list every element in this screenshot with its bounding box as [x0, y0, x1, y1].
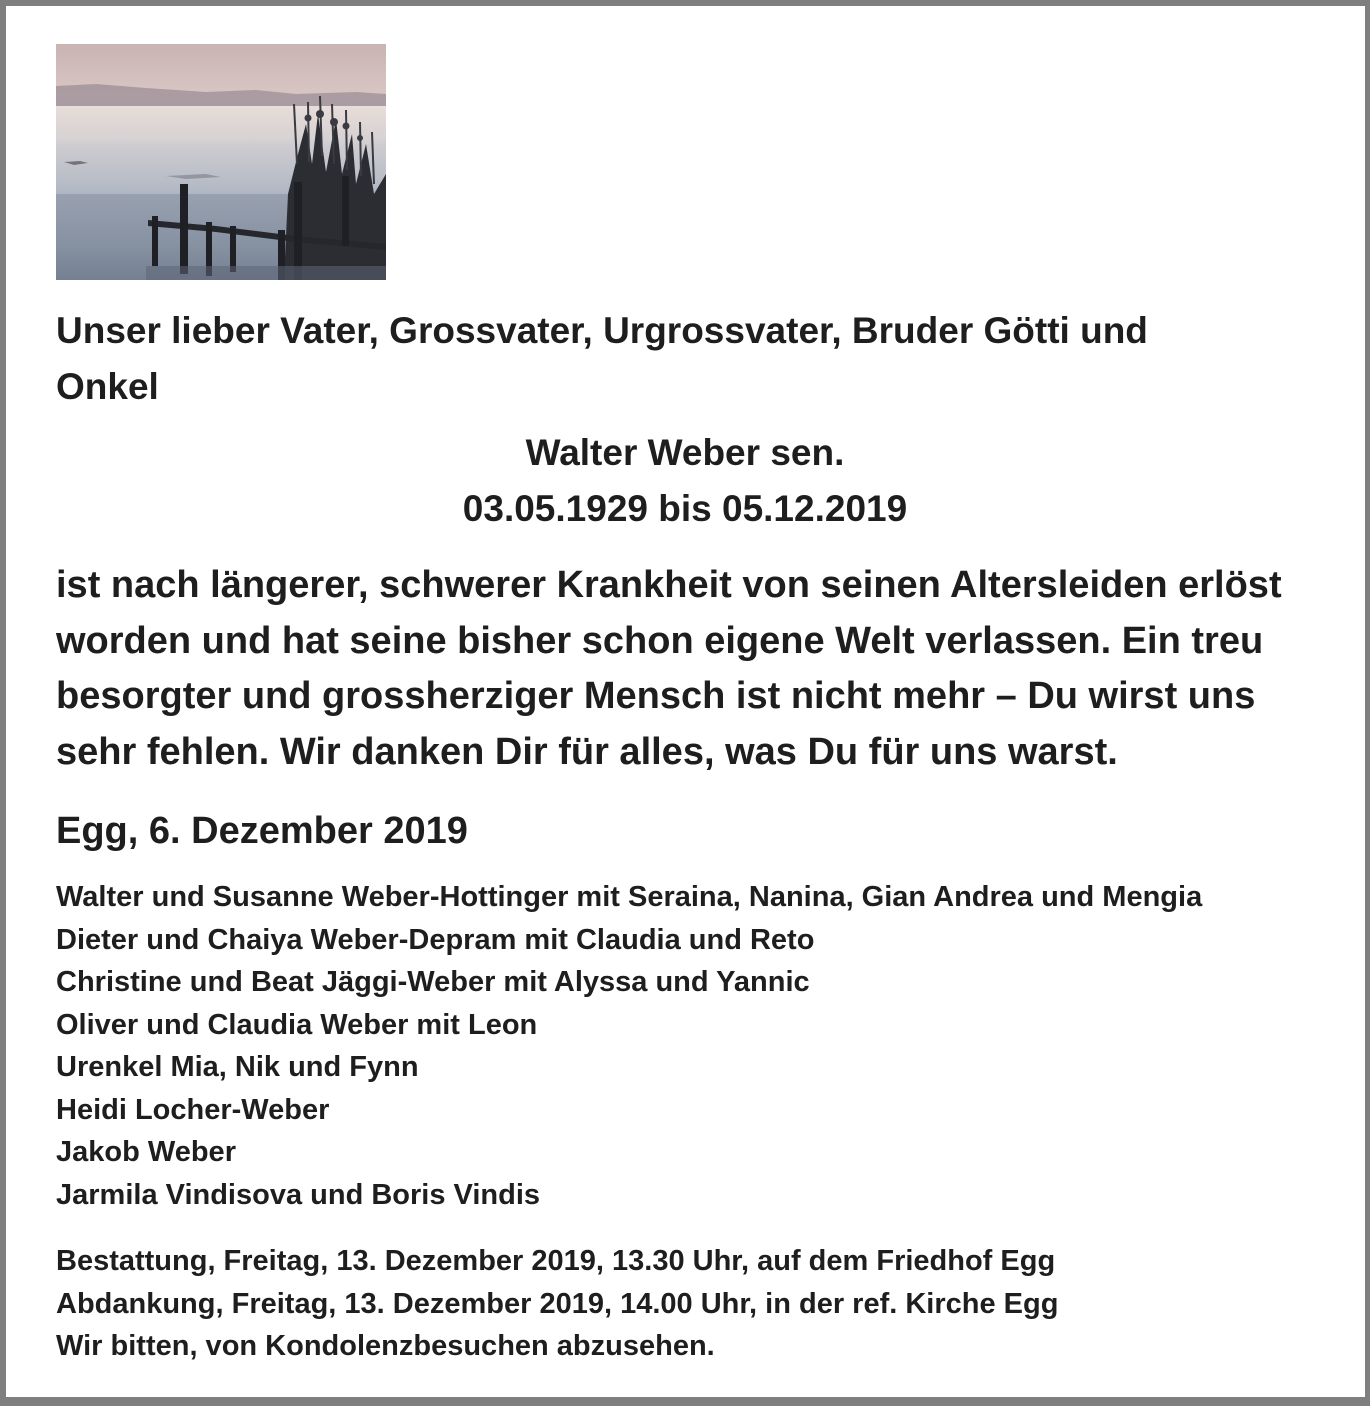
intro-line: Onkel [56, 366, 159, 407]
deceased-name: Walter Weber sen. [525, 432, 845, 473]
place-date: Egg, 6. Dezember 2019 [56, 810, 468, 852]
mourners-list [56, 876, 1202, 1216]
mourner-line: Christine und Beat Jäggi-Weber mit Alyssa und Yannic [56, 966, 810, 998]
message-line: worden und hat seine bisher schon eigene Welt verlassen. Ein treu [56, 619, 1264, 662]
mourner-line: Oliver und Claudia Weber mit Leon [56, 1008, 538, 1041]
lake-jetty-photo [56, 44, 386, 280]
mourner-line: Dieter und Chaiya Weber-Depram mit Claudia und Reto [56, 923, 815, 956]
mourner-line: Urenkel Mia, Nik und Fynn [56, 1051, 419, 1083]
mourner-line: Jakob Weber [56, 1136, 236, 1168]
service-info [56, 1240, 1058, 1368]
life-dates: 03.05.1929 bis 05.12.2019 [462, 488, 908, 529]
message-line: besorgter und grossherziger Mensch ist nicht mehr – Du wirst uns [56, 675, 1256, 717]
intro-line: Unser lieber Vater, Grossvater, Urgrossvater, Bruder Götti und [56, 310, 1148, 351]
obituary-message [56, 558, 1282, 780]
message-line: ist nach längerer, schwerer Krankheit von seinen Altersleiden erlöst [56, 564, 1282, 606]
condolence-note: Wir bitten, von Kondolenzbesuchen abzusehen. [56, 1330, 715, 1362]
mourner-line: Jarmila Vindisova und Boris Vindis [56, 1178, 541, 1211]
burial-line: Bestattung, Freitag, 13. Dezember 2019, 13.30 Uhr, auf dem Friedhof Egg [56, 1245, 1056, 1277]
mourner-line: Heidi Locher-Weber [56, 1093, 330, 1126]
message-line: sehr fehlen. Wir danken Dir für alles, was Du für uns warst. [56, 730, 1118, 773]
mourner-line: Walter und Susanne Weber-Hottinger mit Seraina, Nanina, Gian Andrea und Mengia [56, 881, 1203, 913]
memorial-service-line: Abdankung, Freitag, 13. Dezember 2019, 14.00 Uhr, in der ref. Kirche Egg [56, 1287, 1059, 1320]
intro-text [56, 303, 1148, 415]
